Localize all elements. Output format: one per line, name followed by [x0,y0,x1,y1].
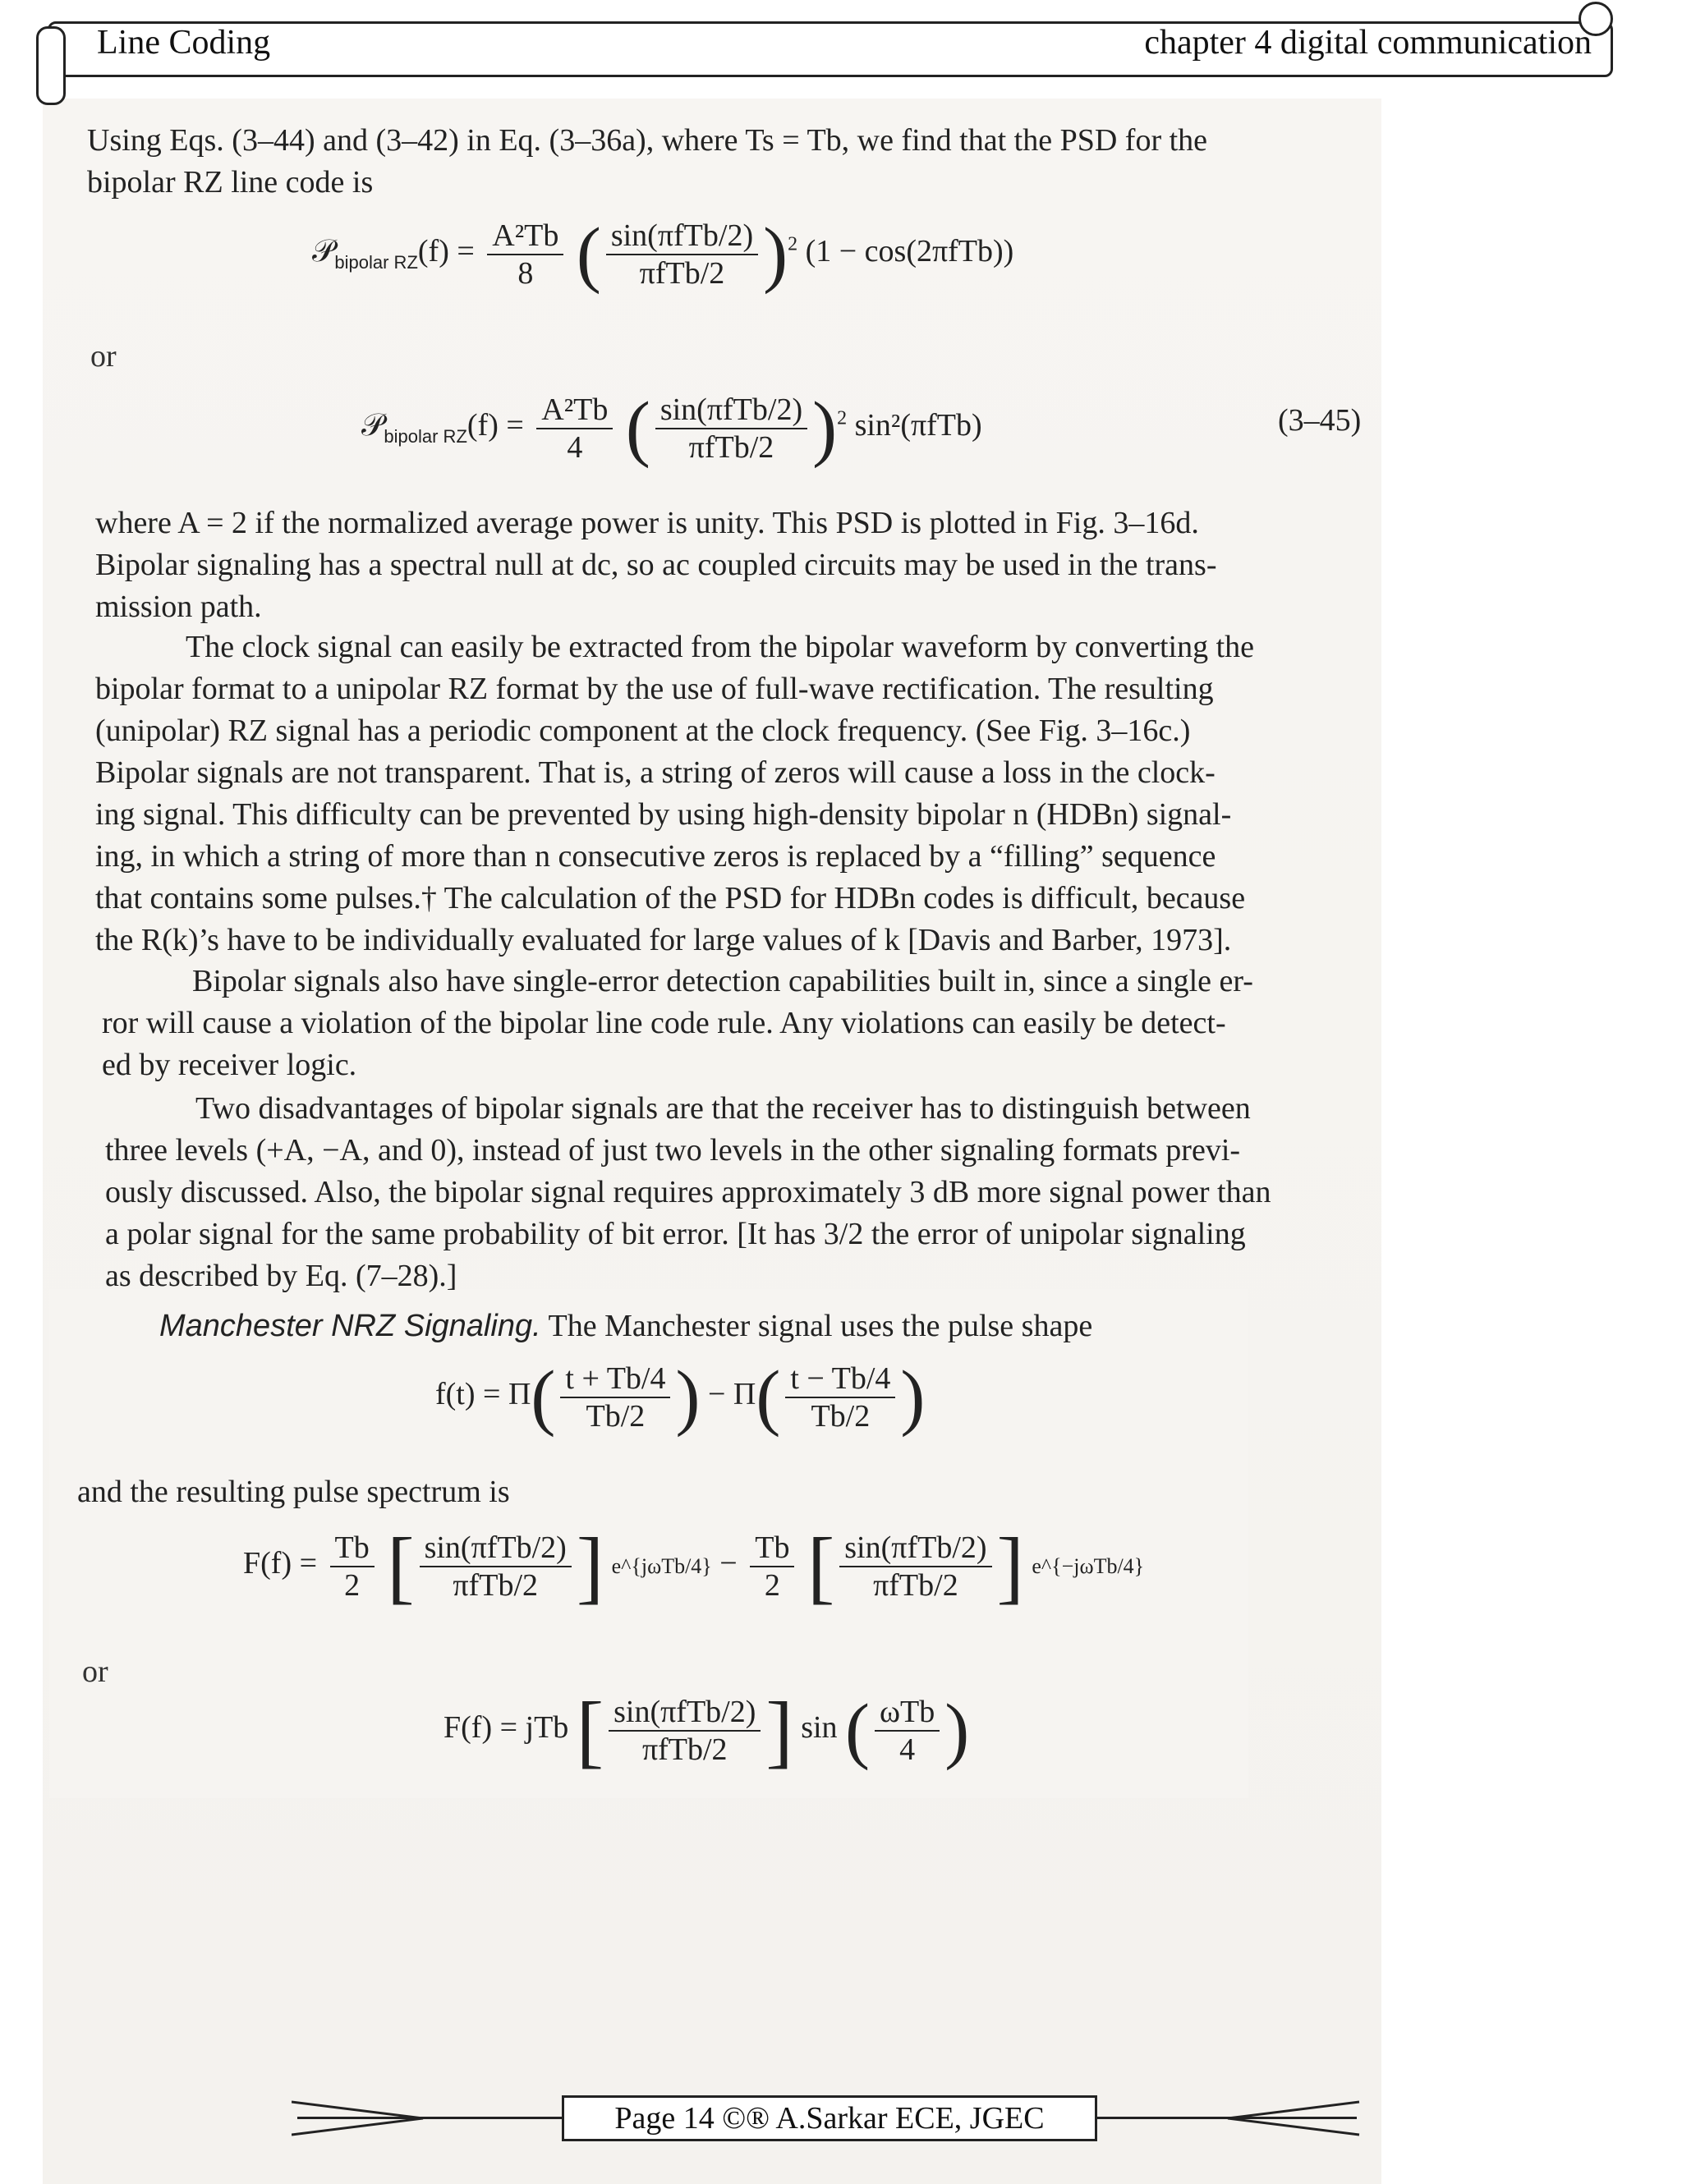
eq-lhs: 𝒫 [312,234,335,269]
eq-coefficient: $\frac{Tb}{2}$ [750,1530,794,1604]
text-line: ing, in which a string of more than n consecutive zeros is replaced by a “filling” sequence [95,839,1216,874]
section-lead-text: The Manchester signal uses the pulse shape [548,1309,1093,1343]
section-manchester [159,1305,1441,1347]
text-line: The clock signal can easily be extracted from the bipolar waveform by converting the [186,630,1254,664]
text-line: a polar signal for the same probability of bit error. [It has 3/2 the error of unipolar signaling [105,1217,1246,1251]
eq-power: 2 [788,233,798,255]
eq-lhs: F(f) = jTb [443,1710,569,1746]
footer-arrow-right-icon [1224,2098,1363,2139]
eq-lhs: 𝒫 [361,408,384,443]
footer-page-label: Page 14 ©® A.Sarkar ECE, JGEC [562,2095,1097,2141]
text-line: three levels (+A, −A, and 0), instead of just two levels in the other signaling formats previ- [105,1133,1241,1168]
connector-or: or [90,339,117,374]
eq-tail: sin²(πfTb) [854,408,982,443]
eq-exponential: e^{−jωTb/4} [1032,1554,1145,1579]
text-line: ing signal. This difficulty can be prevented by using high-density bipolar n (HDBn) signal- [95,797,1232,832]
equation-psd-bipolar-rz: 𝒫$_{bipolar RZ}$(f) = $\frac{\text{A²Tb}}{8}$ ( $\frac{\text{sin(πfTb/2)}}{\text{πfTb/2}}$ )$^2$ (1 − cos(2πfTb)) [312,213,1014,295]
eq-sinc: $\frac{\text{sin(πfTb/2)}}{\text{πfTb/2}}$ [609,1694,761,1768]
equation-number: (3–45) [1278,403,1362,438]
eq-sinc: $\frac{\text{sin(πfTb/2)}}{\text{πfTb/2}}$ [655,392,807,466]
eq-sinc: $\frac{\text{sin(πfTb/2)}}{\text{πfTb/2}}$ [420,1530,572,1604]
text-line: bipolar format to a unipolar RZ format by the use of full-wave rectification. The resulting [95,672,1214,706]
header-title-right: chapter 4 digital communication [1144,24,1592,62]
text-line: bipolar RZ line code is [87,165,374,200]
footer-arrow-left-icon [292,2098,431,2139]
eq-sin-arg: $\frac{\text{ωTb}}{4}$ [875,1694,940,1768]
text-line: Two disadvantages of bipolar signals are that the receiver has to distinguish between [195,1091,1251,1126]
eq-lhs: F(f) = [243,1546,318,1581]
text-line: ror will cause a violation of the bipolar line code rule. Any violations can easily be detect- [102,1006,1226,1040]
eq-sinc: $\frac{\text{sin(πfTb/2)}}{\text{πfTb/2}}$ [839,1530,991,1604]
equation-manchester-spectrum: F(f) = $\frac{Tb}{2}$ [ $\frac{\text{sin(πfTb/2)}}{\text{πfTb/2}}$ ] e^{jωTb/4} − $\frac{Tb}{2}$ [ $\frac{\text{sin(πfTb/2)}}{\text{πfTb/2}}$ ] e^{−jωTb/4} [243,1521,1145,1612]
equation-manchester-spectrum-simplified: F(f) = jTb [ $\frac{\text{sin(πfTb/2)}}{\text{πfTb/2}}$ ] sin ( $\frac{\text{ωTb}}{4}$ ) [443,1685,970,1776]
eq-minus: − [719,1546,738,1581]
eq-lhs-arg: (f) = [466,408,524,443]
eq-coefficient: $\frac{Tb}{2}$ [330,1530,375,1604]
text-line: as described by Eq. (7–28).] [105,1259,457,1293]
eq-pulse-b: $\frac{t - Tb/4}{Tb/2}$ [785,1360,895,1434]
header-title-left: Line Coding [97,24,271,62]
paragraph-disadvantages [105,1088,1386,1297]
eq-sin: sin [801,1710,838,1746]
text-line: Bipolar signals are not transparent. That is, a string of zeros will cause a loss in the clock- [95,755,1216,790]
scroll-curl-left-icon [36,26,66,105]
eq-lhs-arg: (f) = [417,234,475,269]
eq-lhs-subscript: bipolar RZ [334,251,418,273]
text-line: where A = 2 if the normalized average power is unity. This PSD is plotted in Fig. 3–16d. [95,506,1199,540]
eq-exponential: e^{jωTb/4} [611,1554,712,1579]
text-line: that contains some pulses.† The calculation of the PSD for HDBn codes is difficult, because [95,881,1246,915]
eq-lhs-subscript: bipolar RZ [384,425,467,447]
equation-manchester-pulse: f(t) = Π( $\frac{t + Tb/4}{Tb/2}$ ) − Π( $\frac{t - Tb/4}{Tb/2}$ ) [435,1356,926,1438]
paragraph-spectral-null [95,502,1376,628]
eq-power: 2 [837,407,848,429]
text-line: (unipolar) RZ signal has a periodic component at the clock frequency. (See Fig. 3–16c.) [95,713,1191,748]
eq-tail: (1 − cos(2πfTb)) [805,234,1014,269]
text-line: Using Eqs. (3–44) and (3–42) in Eq. (3–36a), where Ts = Tb, we find that the PSD for the [87,123,1208,158]
connector-or: or [82,1654,108,1689]
text-line: ously discussed. Also, the bipolar signal requires approximately 3 dB more signal power than [105,1175,1271,1209]
text-line: the R(k)’s have to be individually evaluated for large values of k [Davis and Barber, 1973]. [95,923,1232,957]
text-line: ed by receiver logic. [102,1048,357,1082]
eq-pulse-a: $\frac{t + Tb/4}{Tb/2}$ [560,1360,670,1434]
eq-coefficient: $\frac{\text{A²Tb}}{4}$ [536,392,613,466]
section-heading: Manchester NRZ Signaling. [159,1309,541,1343]
eq-lhs: f(t) = Π [435,1377,531,1412]
equation-3-45: 𝒫$_{bipolar RZ}$(f) = $\frac{\text{A²Tb}}{4}$ ( $\frac{\text{sin(πfTb/2)}}{\text{πfTb/2}}$ )$^2$ sin²(πfTb) [361,388,982,469]
paragraph-pulse-spectrum: and the resulting pulse spectrum is [77,1475,510,1509]
eq-coefficient: $\frac{\text{A²Tb}}{8}$ [487,218,563,291]
paragraph-intro [87,120,1368,204]
text-line: Bipolar signaling has a spectral null at dc, so ac coupled circuits may be used in the trans- [95,548,1217,582]
paragraph-clock-extraction [95,626,1376,961]
text-line: Bipolar signals also have single-error detection capabilities built in, since a single er- [192,964,1253,998]
paragraph-error-detection [102,961,1383,1086]
eq-minus: − Π [707,1377,756,1412]
text-line: mission path. [95,590,262,624]
eq-sinc: $\frac{\text{sin(πfTb/2)}}{\text{πfTb/2}}$ [606,218,758,291]
